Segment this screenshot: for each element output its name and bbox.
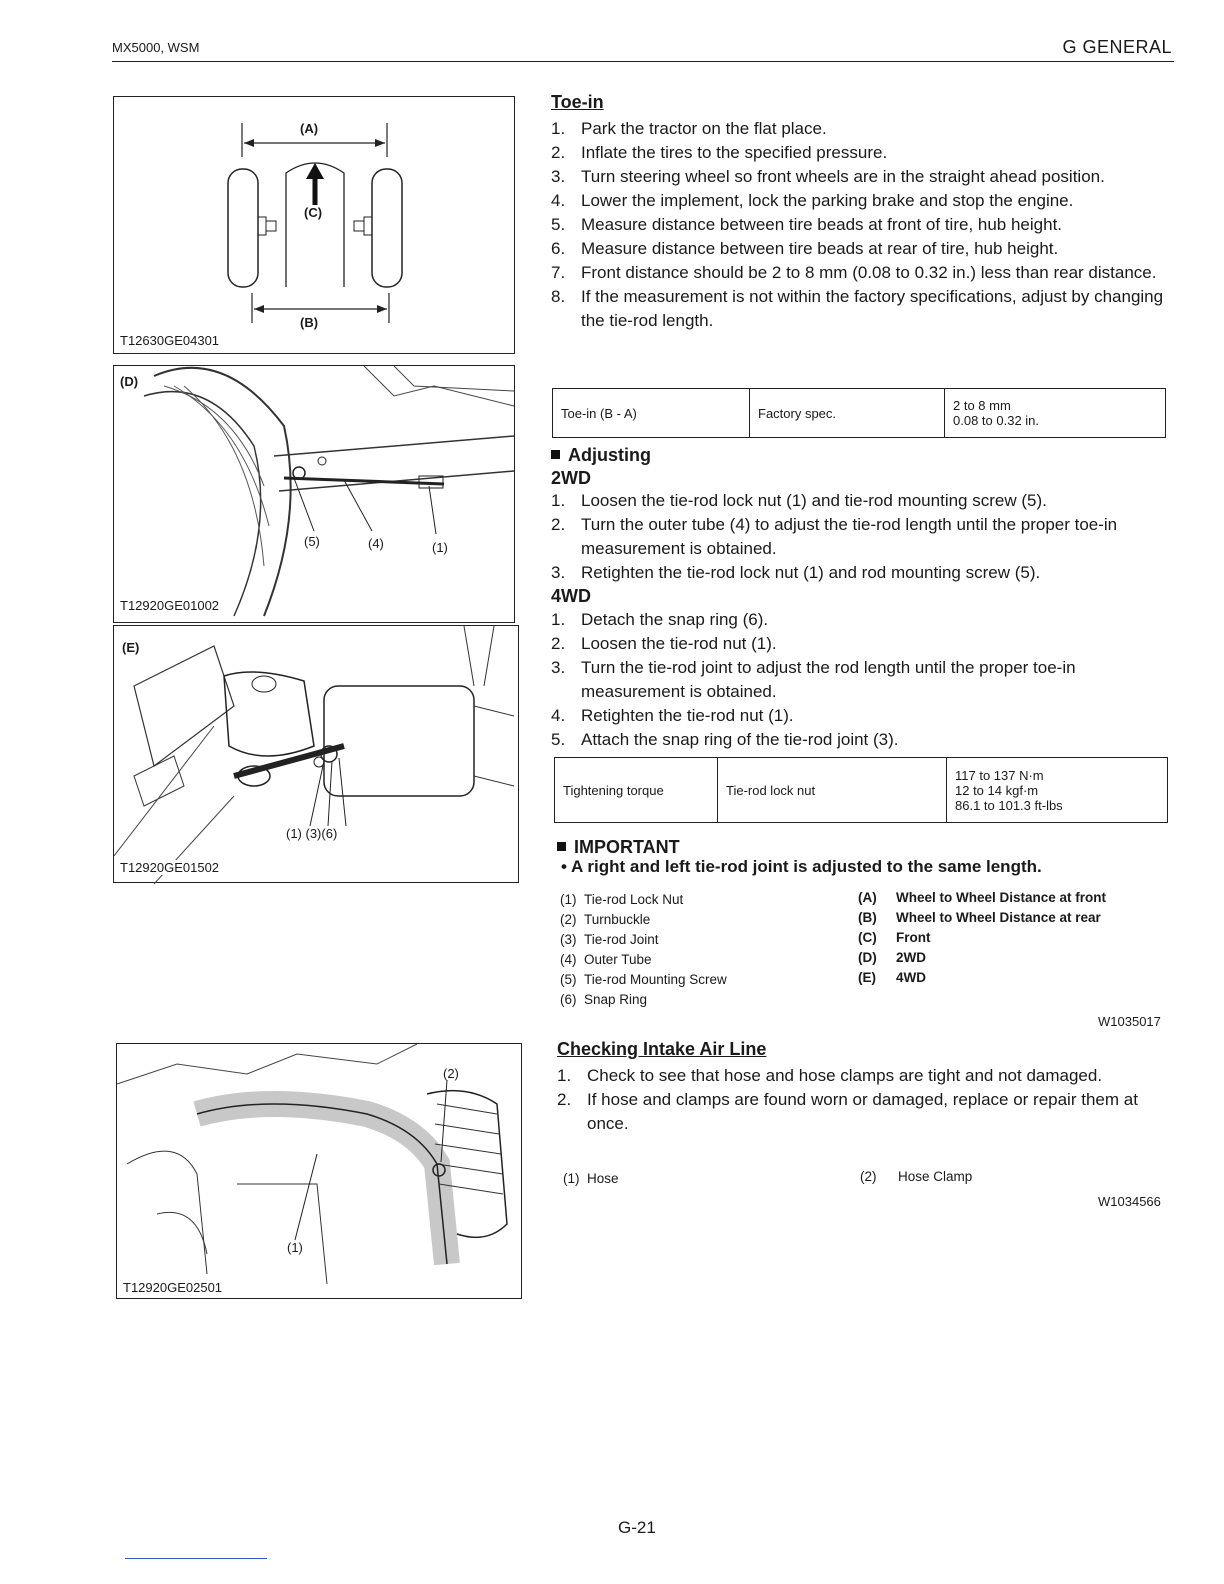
tag-2wd: (D) [120, 374, 139, 389]
2wd-step: 2. Turn the outer tube (4) to adjust the tie-rod length until the proper toe-in measurement is obtained. [551, 515, 1118, 558]
callout-5: (5) [304, 534, 320, 549]
page-number: G-21 [618, 1518, 656, 1537]
toe-in-step: 2. Inflate the tires to the specified pressure. [551, 143, 888, 162]
letters-legend [858, 888, 1106, 988]
spec-value-mm: 2 to 8 mm [953, 398, 1011, 413]
important-heading: IMPORTANT [557, 835, 680, 859]
footer-link-rule [125, 1558, 267, 1559]
toe-in-steps [551, 117, 1173, 333]
2wd-step: 3. Retighten the tie-rod lock nut (1) and rod mounting screw (5). [551, 563, 1041, 582]
torque-value-kgf: 12 to 14 kgf·m [955, 782, 1039, 798]
torque-label: Tightening torque [555, 758, 718, 823]
4wd-step: 5. Attach the snap ring of the tie-rod joint (3). [551, 730, 899, 749]
toe-diagram-figure [113, 96, 515, 354]
intake-air-figure [116, 1043, 522, 1299]
torque-value-nm: 117 to 137 N·m [955, 767, 1044, 783]
toe-in-step: 8. If the measurement is not within the factory specifications, adjust by changing the tie-rod length. [551, 287, 1164, 330]
toe-label-b: (B) [300, 315, 319, 330]
legend-item: (D) 2WD [858, 950, 926, 965]
toe-in-spec-table [552, 388, 1166, 438]
torque-value-ftlbs: 86.1 to 101.3 ft-lbs [955, 797, 1063, 813]
tie-rod-2wd-drawing [114, 366, 516, 624]
important-note: • A right and left tie-rod joint is adjusted to the same length. [561, 857, 1042, 876]
legend-item: (C) Front [858, 930, 931, 945]
legend-item: (B) Wheel to Wheel Distance at rear [858, 910, 1101, 925]
toe-label-c: (C) [304, 205, 323, 220]
spec-value [945, 389, 1166, 438]
legend-item: (3) Tie-rod Joint [560, 932, 659, 947]
legend-item: (A) Wheel to Wheel Distance at front [858, 890, 1107, 905]
torque-table [554, 757, 1168, 823]
callouts-4wd: (1) (3)(6) [286, 826, 338, 841]
bullet-square-icon [557, 842, 566, 851]
torque-item: Tie-rod lock nut [718, 758, 947, 823]
toe-in-step: 4. Lower the implement, lock the parking brake and stop the engine. [551, 191, 1074, 210]
legend-item: (4) Outer Tube [560, 952, 652, 967]
legend-item: (1) Tie-rod Lock Nut [560, 892, 684, 907]
bullet-square-icon [551, 450, 560, 459]
intake-legend-1: (1) Hose [563, 1171, 619, 1186]
toe-in-title: Toe-in [551, 92, 604, 112]
adjusting-heading: Adjusting [551, 443, 651, 467]
tie-rod-4wd-drawing [114, 626, 520, 884]
figure-code: T12920GE02501 [123, 1280, 223, 1295]
intake-legend-2: (2) Hose Clamp [860, 1169, 973, 1184]
intake-air-drawing [117, 1044, 523, 1300]
tag-4wd: (E) [122, 640, 140, 655]
2wd-heading: 2WD [551, 468, 591, 488]
toe-in-step: 5. Measure distance between tire beads at front of tire, hub height. [551, 215, 1063, 234]
toe-in-step: 1. Park the tractor on the flat place. [551, 119, 827, 138]
toe-in-step: 7. Front distance should be 2 to 8 mm (0.08 to 0.32 in.) less than rear distance. [551, 263, 1157, 282]
intake-step: 1. Check to see that hose and hose clamps are tight and not damaged. [557, 1066, 1103, 1085]
intake-title: Checking Intake Air Line [557, 1039, 767, 1059]
header-rule [112, 61, 1174, 62]
spec-item: Toe-in (B - A) [553, 389, 750, 438]
intake-step: 2. If hose and clamps are found worn or damaged, replace or repair them at once. [557, 1090, 1138, 1133]
figure-code: T12920GE01502 [120, 860, 220, 875]
callout-1: (1) [287, 1240, 303, 1255]
4wd-heading: 4WD [551, 586, 591, 606]
4wd-steps [551, 608, 1173, 752]
callout-1: (1) [432, 540, 448, 555]
2wd-steps [551, 489, 1173, 585]
parts-legend [560, 890, 727, 1010]
spec-type: Factory spec. [750, 389, 945, 438]
legend-item: (6) Snap Ring [560, 992, 648, 1007]
legend-item: (E) 4WD [858, 970, 926, 985]
4wd-step: 2. Loosen the tie-rod nut (1). [551, 634, 777, 653]
4wd-step: 4. Retighten the tie-rod nut (1). [551, 706, 794, 725]
callout-2: (2) [443, 1066, 459, 1081]
reference-code: W1034566 [1098, 1194, 1161, 1209]
toe-label-a: (A) [300, 121, 319, 136]
spec-value-in: 0.08 to 0.32 in. [953, 413, 1040, 428]
legend-item: (2) Turnbuckle [560, 912, 651, 927]
toe-in-step: 6. Measure distance between tire beads at rear of tire, hub height. [551, 239, 1059, 258]
figure-code: T12630GE04301 [120, 333, 220, 348]
header-model: MX5000, WSM [112, 40, 200, 55]
header-section: G GENERAL [1062, 37, 1172, 57]
figure-code: T12920GE01002 [120, 598, 220, 613]
2wd-step: 1. Loosen the tie-rod lock nut (1) and tie-rod mounting screw (5). [551, 491, 1047, 510]
4wd-step: 1. Detach the snap ring (6). [551, 610, 769, 629]
torque-values [947, 758, 1168, 823]
toe-in-step: 3. Turn steering wheel so front wheels are in the straight ahead position. [551, 167, 1105, 186]
4wd-step: 3. Turn the tie-rod joint to adjust the rod length until the proper toe-in measurement is obtained. [551, 658, 1076, 701]
tie-rod-2wd-figure [113, 365, 515, 623]
intake-steps [557, 1064, 1177, 1136]
legend-item: (5) Tie-rod Mounting Screw [560, 972, 727, 987]
reference-code: W1035017 [1098, 1014, 1161, 1029]
callout-4: (4) [368, 536, 384, 551]
tie-rod-4wd-figure [113, 625, 519, 883]
